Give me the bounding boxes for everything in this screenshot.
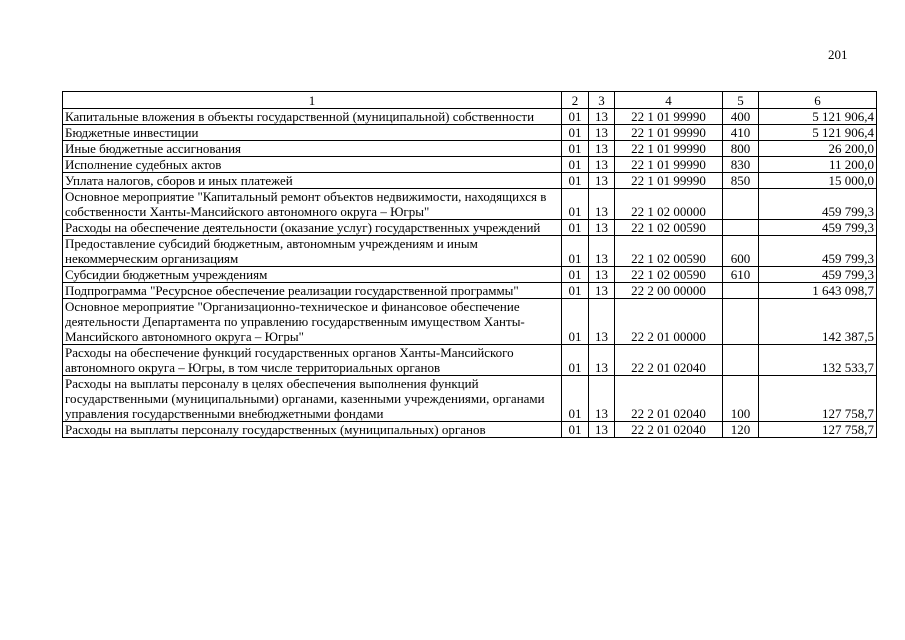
expense-name-cell: Уплата налогов, сборов и иных платежей <box>63 173 562 189</box>
target-item-code-cell: 22 2 00 00000 <box>615 283 723 299</box>
expense-name-cell: Расходы на обеспечение деятельности (оказание услуг) государственных учреждений <box>63 220 562 236</box>
expense-name-cell: Основное мероприятие "Организационно-техническое и финансовое обеспечение деятельности Департамента по управлению государственным имуществом Ханты-Мансийского автономного округа – Югры" <box>63 299 562 345</box>
subsection-code-cell: 13 <box>589 157 615 173</box>
column-header: 6 <box>759 92 877 109</box>
subsection-code-cell: 13 <box>589 267 615 283</box>
section-code-cell: 01 <box>562 157 589 173</box>
subsection-code-cell: 13 <box>589 125 615 141</box>
table-row <box>63 236 877 267</box>
section-code-cell: 01 <box>562 299 589 345</box>
expense-type-code-cell: 800 <box>723 141 759 157</box>
expense-type-code-cell: 610 <box>723 267 759 283</box>
amount-cell: 26 200,0 <box>759 141 877 157</box>
section-code-cell: 01 <box>562 283 589 299</box>
page-number: 201 <box>828 47 848 62</box>
expense-type-code-cell <box>723 345 759 376</box>
expense-type-code-cell: 400 <box>723 109 759 125</box>
subsection-code-cell: 13 <box>589 109 615 125</box>
target-item-code-cell: 22 1 02 00590 <box>615 267 723 283</box>
section-code-cell: 01 <box>562 376 589 422</box>
amount-cell: 11 200,0 <box>759 157 877 173</box>
table-row <box>63 345 877 376</box>
expense-name-cell: Капитальные вложения в объекты государственной (муниципальной) собственности <box>63 109 562 125</box>
target-item-code-cell: 22 1 02 00590 <box>615 236 723 267</box>
section-code-cell: 01 <box>562 236 589 267</box>
table-row <box>63 267 877 283</box>
amount-cell: 127 758,7 <box>759 422 877 438</box>
target-item-code-cell: 22 1 01 99990 <box>615 173 723 189</box>
expense-type-code-cell <box>723 189 759 220</box>
amount-cell: 15 000,0 <box>759 173 877 189</box>
section-code-cell: 01 <box>562 422 589 438</box>
section-code-cell: 01 <box>562 125 589 141</box>
expense-name-cell: Расходы на выплаты персоналу государственных (муниципальных) органов <box>63 422 562 438</box>
amount-cell: 5 121 906,4 <box>759 109 877 125</box>
column-header: 1 <box>63 92 562 109</box>
table-row <box>63 173 877 189</box>
section-code-cell: 01 <box>562 189 589 220</box>
table-row <box>63 220 877 236</box>
expense-type-code-cell: 100 <box>723 376 759 422</box>
table-row <box>63 189 877 220</box>
table-row <box>63 125 877 141</box>
budget-table <box>62 91 877 438</box>
expense-name-cell: Основное мероприятие "Капитальный ремонт объектов недвижимости, находящихся в собственности Ханты-Мансийского автономного округа – Югры" <box>63 189 562 220</box>
table-row <box>63 157 877 173</box>
amount-cell: 5 121 906,4 <box>759 125 877 141</box>
table-row <box>63 109 877 125</box>
expense-name-cell: Подпрограмма "Ресурсное обеспечение реализации государственной программы" <box>63 283 562 299</box>
target-item-code-cell: 22 1 02 00590 <box>615 220 723 236</box>
expense-type-code-cell: 120 <box>723 422 759 438</box>
amount-cell: 1 643 098,7 <box>759 283 877 299</box>
target-item-code-cell: 22 1 01 99990 <box>615 125 723 141</box>
amount-cell: 459 799,3 <box>759 236 877 267</box>
expense-type-code-cell <box>723 299 759 345</box>
column-header: 2 <box>562 92 589 109</box>
expense-name-cell: Субсидии бюджетным учреждениям <box>63 267 562 283</box>
subsection-code-cell: 13 <box>589 189 615 220</box>
target-item-code-cell: 22 2 01 02040 <box>615 422 723 438</box>
expense-name-cell: Предоставление субсидий бюджетным, автономным учреждениям и иным некоммерческим организациям <box>63 236 562 267</box>
expense-name-cell: Расходы на выплаты персоналу в целях обеспечения выполнения функций государственными (муниципальными) органами, казенными учреждениями, органами управления государственными внебюджетными фондами <box>63 376 562 422</box>
subsection-code-cell: 13 <box>589 173 615 189</box>
column-header: 3 <box>589 92 615 109</box>
amount-cell: 142 387,5 <box>759 299 877 345</box>
expense-name-cell: Бюджетные инвестиции <box>63 125 562 141</box>
amount-cell: 459 799,3 <box>759 220 877 236</box>
column-header: 4 <box>615 92 723 109</box>
amount-cell: 127 758,7 <box>759 376 877 422</box>
subsection-code-cell: 13 <box>589 220 615 236</box>
subsection-code-cell: 13 <box>589 283 615 299</box>
section-code-cell: 01 <box>562 345 589 376</box>
table-row <box>63 141 877 157</box>
table-row <box>63 283 877 299</box>
expense-name-cell: Расходы на обеспечение функций государственных органов Ханты-Мансийского автономного округа – Югры, в том числе территориальных органов <box>63 345 562 376</box>
amount-cell: 459 799,3 <box>759 267 877 283</box>
expense-type-code-cell <box>723 220 759 236</box>
subsection-code-cell: 13 <box>589 141 615 157</box>
target-item-code-cell: 22 1 01 99990 <box>615 109 723 125</box>
expense-name-cell: Исполнение судебных актов <box>63 157 562 173</box>
subsection-code-cell: 13 <box>589 376 615 422</box>
target-item-code-cell: 22 1 01 99990 <box>615 157 723 173</box>
expense-type-code-cell <box>723 283 759 299</box>
subsection-code-cell: 13 <box>589 345 615 376</box>
column-header: 5 <box>723 92 759 109</box>
amount-cell: 132 533,7 <box>759 345 877 376</box>
section-code-cell: 01 <box>562 141 589 157</box>
expense-name-cell: Иные бюджетные ассигнования <box>63 141 562 157</box>
expense-type-code-cell: 830 <box>723 157 759 173</box>
expense-type-code-cell: 410 <box>723 125 759 141</box>
table-row <box>63 299 877 345</box>
expense-type-code-cell: 600 <box>723 236 759 267</box>
expense-type-code-cell: 850 <box>723 173 759 189</box>
table-row <box>63 422 877 438</box>
section-code-cell: 01 <box>562 267 589 283</box>
table-header-row <box>63 92 877 109</box>
section-code-cell: 01 <box>562 173 589 189</box>
section-code-cell: 01 <box>562 220 589 236</box>
target-item-code-cell: 22 2 01 02040 <box>615 376 723 422</box>
target-item-code-cell: 22 2 01 02040 <box>615 345 723 376</box>
subsection-code-cell: 13 <box>589 299 615 345</box>
subsection-code-cell: 13 <box>589 422 615 438</box>
target-item-code-cell: 22 1 01 99990 <box>615 141 723 157</box>
target-item-code-cell: 22 1 02 00000 <box>615 189 723 220</box>
target-item-code-cell: 22 2 01 00000 <box>615 299 723 345</box>
section-code-cell: 01 <box>562 109 589 125</box>
amount-cell: 459 799,3 <box>759 189 877 220</box>
subsection-code-cell: 13 <box>589 236 615 267</box>
table-row <box>63 376 877 422</box>
